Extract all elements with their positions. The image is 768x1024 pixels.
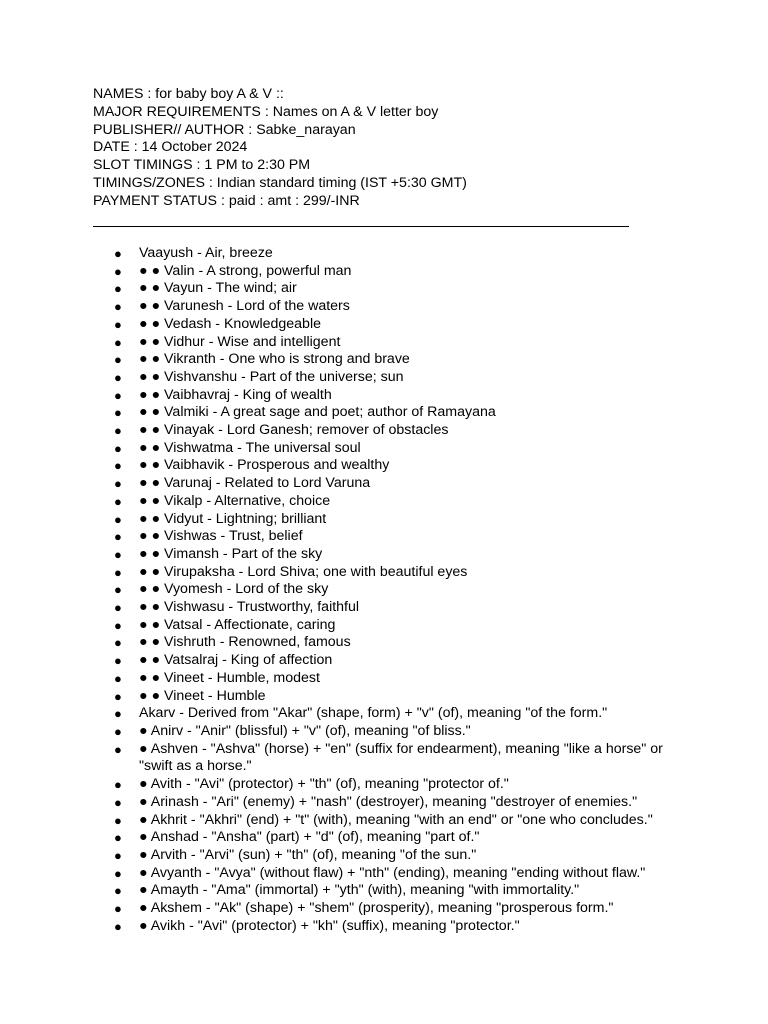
bullet-icon: ● bbox=[114, 883, 122, 899]
list-item-text: ● ● Vidyut - Lightning; brilliant bbox=[139, 510, 327, 527]
list-item bbox=[0, 564, 768, 582]
bullet-icon: ● bbox=[114, 865, 122, 881]
list-item-text: ● ● Vishwasu - Trustworthy, faithful bbox=[139, 599, 360, 616]
list-item-text: ● Akshem - "Ak" (shape) + "shem" (prosperity), meaning "prosperous form." bbox=[139, 900, 614, 917]
list-item-text: ● ● Vaibhavraj - King of wealth bbox=[139, 386, 332, 403]
bullet-icon: ● bbox=[114, 529, 122, 545]
list-item bbox=[0, 652, 768, 670]
list-item bbox=[0, 245, 768, 263]
bullet-icon: ● bbox=[114, 794, 122, 810]
list-item-text: ● ● Varunaj - Related to Lord Varuna bbox=[139, 475, 371, 492]
bullet-icon: ● bbox=[114, 316, 122, 332]
list-item bbox=[0, 440, 768, 458]
list-item-text: ● ● Varunesh - Lord of the waters bbox=[139, 298, 350, 315]
list-item bbox=[0, 351, 768, 369]
list-item-text: ● ● Vishvanshu - Part of the universe; sun bbox=[139, 368, 404, 385]
bullet-icon: ● bbox=[114, 334, 122, 350]
bullet-icon: ● bbox=[114, 901, 122, 917]
bullet-icon: ● bbox=[114, 670, 122, 686]
bullet-icon: ● bbox=[114, 511, 122, 527]
list-item-text: ● ● Vishruth - Renowned, famous bbox=[139, 634, 351, 651]
payment-status-line: PAYMENT STATUS : paid : amt : 299/-INR bbox=[93, 192, 360, 209]
publisher-line: PUBLISHER// AUTHOR : Sabke_narayan bbox=[93, 121, 356, 138]
list-item bbox=[0, 741, 768, 776]
list-item-text: ● ● Vatsalraj - King of affection bbox=[139, 652, 333, 669]
bullet-icon: ● bbox=[114, 546, 122, 562]
list-item-text: ● ● Vishwatma - The universal soul bbox=[139, 439, 361, 456]
bullet-icon: ● bbox=[114, 476, 122, 492]
list-item bbox=[0, 599, 768, 617]
list-item bbox=[0, 688, 768, 706]
bullet-icon: ● bbox=[114, 582, 122, 598]
names-line: NAMES : for baby boy A & V :: bbox=[93, 86, 284, 102]
requirements-line: MAJOR REQUIREMENTS : Names on A & V letter boy bbox=[93, 103, 439, 120]
list-item-text: ● Anirv - "Anir" (blissful) + "v" (of), meaning "of bliss." bbox=[139, 722, 471, 739]
list-item bbox=[0, 705, 768, 723]
list-item bbox=[0, 865, 768, 883]
bullet-icon: ● bbox=[114, 830, 122, 846]
list-item bbox=[0, 670, 768, 688]
list-item-text: ● Anshad - "Ansha" (part) + "d" (of), meaning "part of." bbox=[139, 829, 480, 846]
list-item bbox=[0, 918, 768, 936]
timezone-line: TIMINGS/ZONES : Indian standard timing (IST +5:30 GMT) bbox=[93, 174, 467, 191]
list-item bbox=[0, 369, 768, 387]
list-item-text: ● ● Valin - A strong, powerful man bbox=[139, 262, 352, 279]
bullet-icon: ● bbox=[114, 777, 122, 793]
list-item bbox=[0, 882, 768, 900]
bullet-icon: ● bbox=[114, 847, 122, 863]
bullet-icon: ● bbox=[114, 263, 122, 279]
list-item bbox=[0, 511, 768, 529]
list-item-text: ● Amayth - "Ama" (immortal) + "yth" (with), meaning "with immortality." bbox=[139, 882, 580, 899]
list-item-text: ● Arvith - "Arvi" (sun) + "th" (of), meaning "of the sun." bbox=[139, 846, 477, 863]
bullet-icon: ● bbox=[114, 635, 122, 651]
list-item bbox=[0, 528, 768, 546]
list-item-text: ● ● Vaibhavik - Prosperous and wealthy bbox=[139, 457, 390, 474]
list-item bbox=[0, 812, 768, 830]
bullet-icon: ● bbox=[114, 600, 122, 616]
list-item bbox=[0, 263, 768, 281]
list-item bbox=[0, 847, 768, 865]
list-item bbox=[0, 723, 768, 741]
bullet-icon: ● bbox=[114, 405, 122, 421]
bullet-icon: ● bbox=[114, 564, 122, 580]
bullet-icon: ● bbox=[114, 741, 122, 757]
bullet-icon: ● bbox=[114, 458, 122, 474]
list-item bbox=[0, 581, 768, 599]
list-item-text: ● ● Vyomesh - Lord of the sky bbox=[139, 581, 329, 598]
list-item bbox=[0, 900, 768, 918]
list-item-text: ● Avyanth - "Avya" (without flaw) + "nth" (ending), meaning "ending without flaw." bbox=[139, 864, 646, 881]
bullet-icon: ● bbox=[114, 423, 122, 439]
document-header bbox=[93, 86, 713, 211]
list-item-text: ● ● Vikranth - One who is strong and brave bbox=[139, 351, 410, 368]
bullet-icon: ● bbox=[114, 440, 122, 456]
list-item-text: ● Akhrit - "Akhri" (end) + "t" (with), meaning "with an end" or "one who concludes." bbox=[139, 811, 653, 828]
bullet-icon: ● bbox=[114, 723, 122, 739]
list-item bbox=[0, 794, 768, 812]
list-item bbox=[0, 422, 768, 440]
slot-timings-line: SLOT TIMINGS : 1 PM to 2:30 PM bbox=[93, 157, 311, 174]
bullet-icon: ● bbox=[114, 812, 122, 828]
list-item-text: ● ● Valmiki - A great sage and poet; author of Ramayana bbox=[139, 404, 496, 421]
list-item-text: ● ● Vidhur - Wise and intelligent bbox=[139, 333, 341, 350]
bullet-icon: ● bbox=[114, 246, 122, 261]
bullet-icon: ● bbox=[114, 493, 122, 509]
list-item-text: ● ● Vishwas - Trust, belief bbox=[139, 528, 303, 545]
list-item bbox=[0, 829, 768, 847]
list-item-text: ● ● Vineet - Humble, modest bbox=[139, 669, 320, 686]
bullet-icon: ● bbox=[114, 653, 122, 669]
date-line: DATE : 14 October 2024 bbox=[93, 139, 248, 156]
bullet-icon: ● bbox=[114, 281, 122, 297]
list-item bbox=[0, 298, 768, 316]
list-item-text: ● ● Virupaksha - Lord Shiva; one with beautiful eyes bbox=[139, 563, 468, 580]
list-item-text: ● Avith - "Avi" (protector) + "th" (of), meaning "protector of." bbox=[139, 776, 509, 793]
list-item bbox=[0, 475, 768, 493]
list-item bbox=[0, 387, 768, 405]
list-item-text: ● Arinash - "Ari" (enemy) + "nash" (destroyer), meaning "destroyer of enemies." bbox=[139, 793, 638, 810]
list-item bbox=[0, 546, 768, 564]
bullet-icon: ● bbox=[114, 299, 122, 315]
bullet-icon: ● bbox=[114, 617, 122, 633]
list-item-text: ● Avikh - "Avi" (protector) + "kh" (suffix), meaning "protector." bbox=[139, 917, 520, 934]
list-item bbox=[0, 280, 768, 298]
bullet-icon: ● bbox=[114, 387, 122, 403]
list-item bbox=[0, 617, 768, 635]
list-item bbox=[0, 457, 768, 475]
bullet-icon: ● bbox=[114, 352, 122, 368]
bullet-icon: ● bbox=[114, 688, 122, 704]
list-item-text: Vaayush - Air, breeze bbox=[139, 245, 273, 261]
list-item bbox=[0, 316, 768, 334]
bullet-icon: ● bbox=[114, 918, 122, 934]
horizontal-divider bbox=[93, 226, 629, 227]
list-item-text: ● ● Vatsal - Affectionate, caring bbox=[139, 616, 336, 633]
list-item bbox=[0, 776, 768, 794]
list-item bbox=[0, 404, 768, 422]
list-item bbox=[0, 634, 768, 652]
list-item-text: ● ● Vineet - Humble bbox=[139, 687, 266, 704]
list-item-text: ● ● Vinayak - Lord Ganesh; remover of obstacles bbox=[139, 422, 449, 439]
list-item bbox=[0, 493, 768, 511]
list-item-text: Akarv - Derived from "Akar" (shape, form) + "v" (of), meaning "of the form." bbox=[139, 705, 608, 722]
list-item-text: ● ● Vimansh - Part of the sky bbox=[139, 545, 323, 562]
bullet-icon: ● bbox=[114, 706, 122, 722]
list-item-text: ● ● Vikalp - Alternative, choice bbox=[139, 492, 331, 509]
list-item bbox=[0, 334, 768, 352]
bullet-icon: ● bbox=[114, 369, 122, 385]
list-item-text: ● ● Vedash - Knowledgeable bbox=[139, 315, 321, 332]
list-item-text: ● Ashven - "Ashva" (horse) + "en" (suffix for endearment), meaning "like a horse" or "swift as a horse." bbox=[139, 740, 663, 775]
list-item-text: ● ● Vayun - The wind; air bbox=[139, 280, 297, 297]
names-list bbox=[0, 245, 768, 935]
